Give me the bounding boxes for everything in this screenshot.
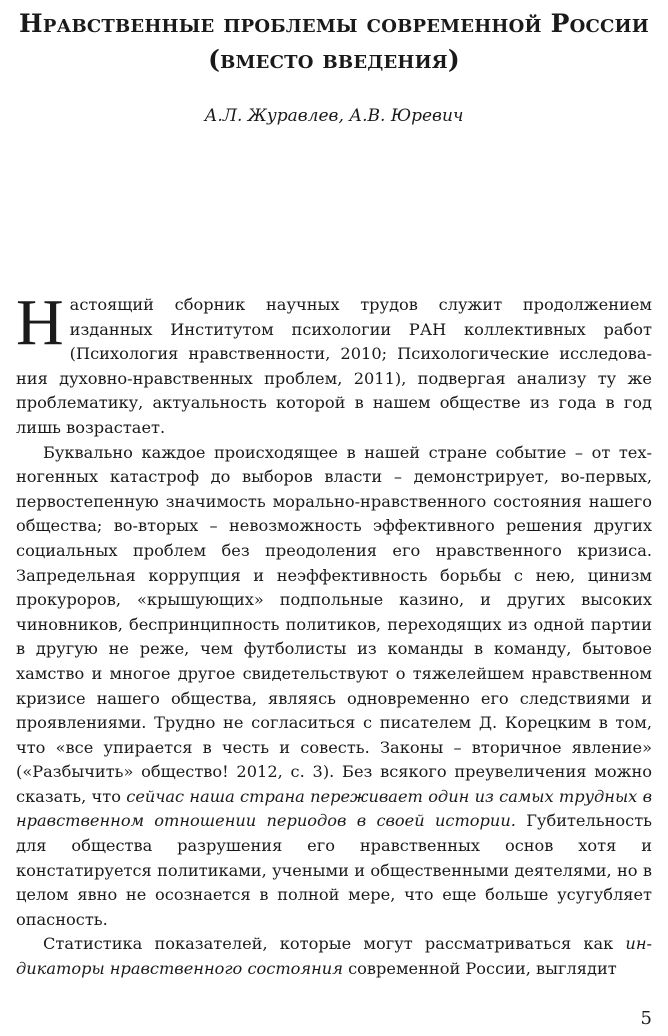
paragraph-1-text: астоящий сборник научных трудов служит продолжением изданных Институтом психологии РАН коллективных работ (Психология нравственности, 2010; Психологические исследования духовно-нравственных проблем, 2011), подвергая анализу ту же проблематику, актуальность которой в нашем обществе из года в год лишь возрастает. [16, 295, 652, 437]
paragraph-2 [16, 441, 652, 933]
authors-line: А.Л. Журавлев, А.В. Юревич [204, 106, 464, 126]
paragraph-2-text-b: Губительность для общества разрушения его нравственных основ хотя и констатируется политиками, учеными и общественными деятелями, но в целом явно не осознается в полной мере, что еще больше усугубляет опасность. [16, 811, 652, 929]
body-text [16, 286, 652, 982]
page-number: 5 [640, 1008, 652, 1029]
page-title: Нравственные проблемы современной России (вместо введения) [19, 9, 649, 74]
drop-cap: Н [16, 286, 64, 359]
paragraph-2-text-a: Буквально каждое происходящее в нашей стране событие – от техногенных катастроф до выборов власти – демонстрирует, во-первых, первостепенную значимость морально-нравственного состояния нашего общества; во-вторых – невозможность эффективного решения других социальных проблем без преодоления его нравственного кризиса. Запредельная коррупция и неэффективность борьбы с нею, цинизм прокуроров, «крышующих» подпольные казино, и других высоких чиновников, беспринципность политиков, переходящих из одной партии в другую не реже, чем футболисты из команды в команду, бытовое хамство и многое другое свидетельствуют о тяжелейшем нравственном кризисе нашего общества, являясь одновременно его следствиями и проявлениями. Трудно не согласиться с писателем Д. Корецким в том, что «все упирается в честь и совесть. Законы – вторичное явление» («Разбычить» общество! 2012, с. 3). Без всякого преувеличения можно сказать, что [16, 442, 652, 806]
document-page [16, 0, 652, 1036]
paragraph-3-italic: индикаторы нравственного состояния [16, 934, 652, 979]
paragraph-3-text-a: Статистика показателей, которые могут рассматриваться как [43, 934, 626, 954]
paragraph-3-text-b: современной России, выглядит [342, 959, 617, 979]
paragraph-3 [16, 932, 652, 981]
paragraph-2-italic: сейчас наша страна переживает один из самых трудных в нравственном отношении периодов в своей истории. [16, 786, 652, 831]
paragraph-1 [16, 286, 652, 441]
